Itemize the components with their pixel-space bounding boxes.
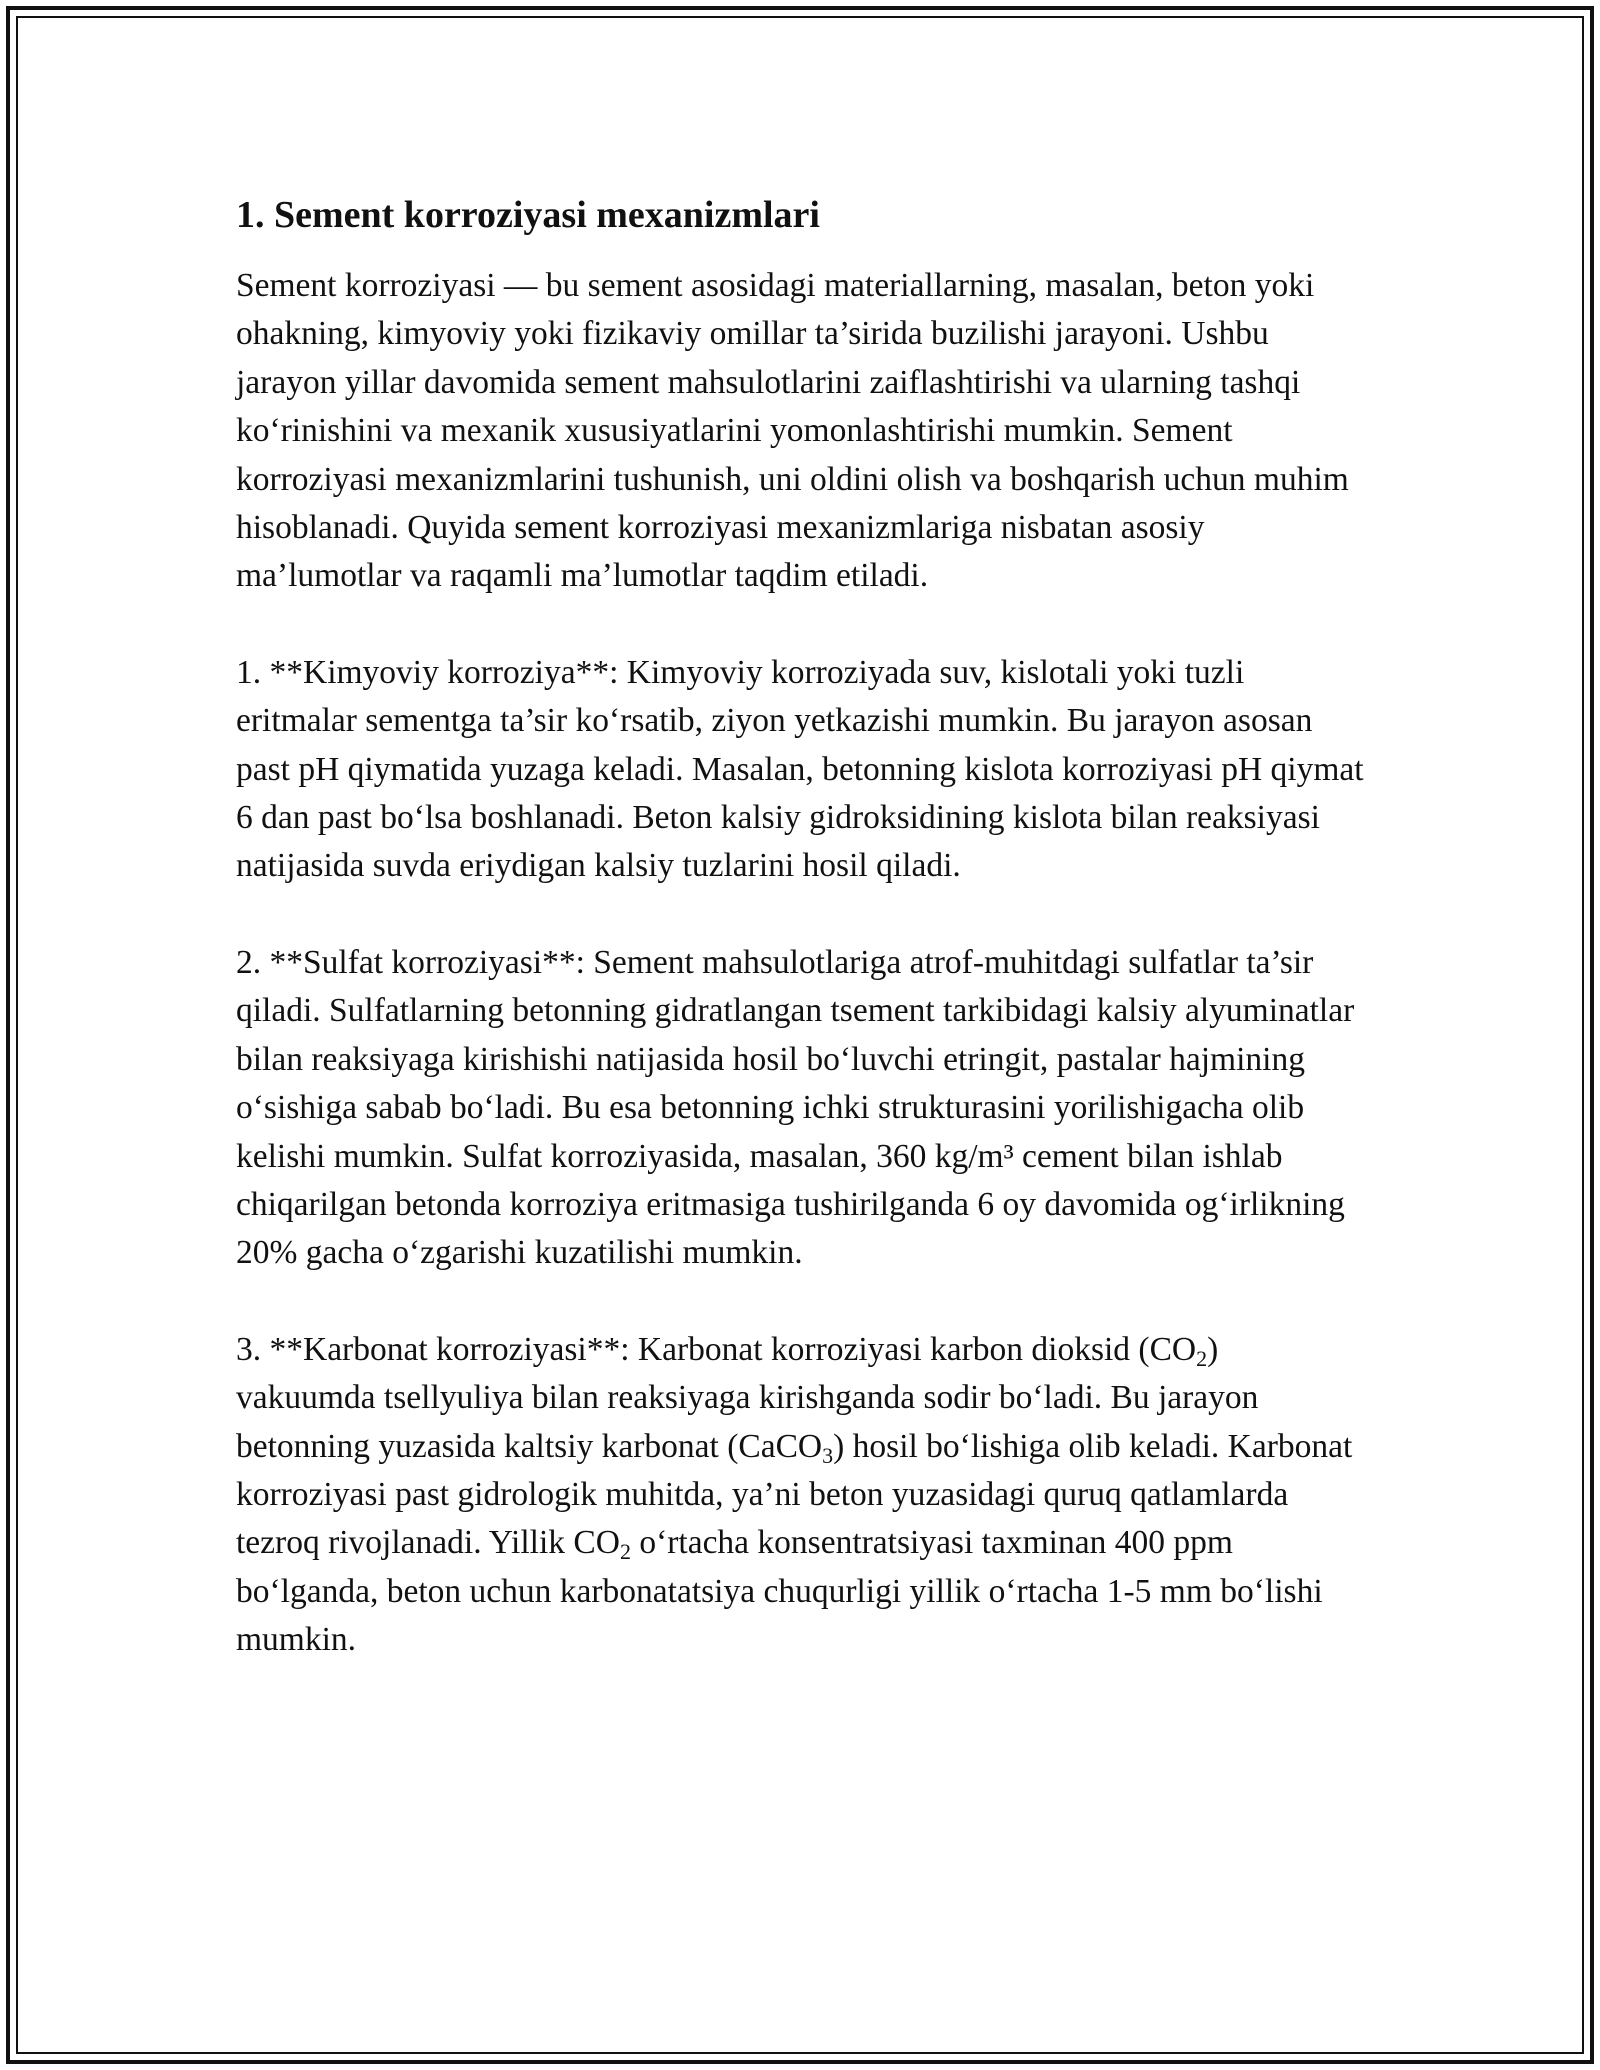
- carbonate-text-1: 3. **Karbonat korroziyasi**: Karbonat korroziyasi karbon dioksid (CO: [236, 1330, 1197, 1368]
- carbonate-text-4: oʻrtacha konsentratsiyasi taxminan 400 ppm boʻlganda, beton uchun karbonatatsiya chuqurligi yillik oʻrtacha 1-5 mm boʻlishi mumkin.: [236, 1524, 1323, 1659]
- chemical-corrosion-paragraph: 1. **Kimyoviy korroziya**: Kimyoviy korroziyada suv, kislotali yoki tuzli eritmalar sementga ta’sir koʻrsatib, ziyon yetkazishi mumkin. Bu jarayon asosan past pH qiymatida yuzaga keladi. Masalan, betonning kislota korroziyasi pH qiymat 6 dan past boʻlsa boshlanadi. Beton kalsiy gidroksidining kislota bilan reaksiyasi natijasida suvda eriydigan kalsiy tuzlarini hosil qiladi.: [236, 653, 1364, 885]
- caco3-subscript: 3: [822, 1442, 834, 1468]
- carbonate-text-2: ) vakuumda tsellyuliya bilan reaksiyaga kirishganda sodir boʻladi. Bu jarayon betonning yuzasida kaltsiy karbonat (CaCO: [236, 1330, 1259, 1465]
- sulfate-corrosion-paragraph: 2. **Sulfat korroziyasi**: Sement mahsulotlariga atrof-muhitdagi sulfatlar ta’sir qiladi. Sulfatlarning betonning gidratlangan tsement tarkibidagi kalsiy alyuminatlar bilan reaksiyaga kirishishi natijasida hosil boʻluvchi etringit, pastalar hajmining oʻsishiga sabab boʻladi. Bu esa betonning ichki strukturasini yorilishigacha olib kelishi mumkin. Sulfat korroziyasida, masalan, 360 kg/m³ cement bilan ishlab chiqarilgan betonda korroziya eritmasiga tushirilganda 6 oy davomida ogʻirlikning 20% gacha oʻzgarishi kuzatilishi mumkin.: [236, 943, 1355, 1272]
- co2-subscript-2: 2: [619, 1539, 631, 1565]
- carbonate-corrosion-paragraph: [236, 1326, 1366, 1665]
- section-heading: 1. Sement korroziyasi mexanizmlari: [236, 194, 820, 236]
- document-body: [236, 188, 1366, 1713]
- carbonate-text-3: ) hosil boʻlishiga olib keladi. Karbonat korroziyasi past gidrologik muhitda, ya’ni beton yuzasidagi quruq qatlamlarda tezroq rivojlanadi. Yillik CO: [236, 1427, 1353, 1562]
- co2-subscript: 2: [1196, 1345, 1208, 1371]
- intro-paragraph: Sement korroziyasi — bu sement asosidagi materiallarning, masalan, beton yoki ohakning, kimyoviy yoki fizikaviy omillar ta’sirida buzilishi jarayoni. Ushbu jarayon yillar davomida sement mahsulotlarini zaiflashtirishi va ularning tashqi koʻrinishini va mexanik xususiyatlarini yomonlashtirishi mumkin. Sement korroziyasi mexanizmlarini tushunish, uni oldini olish va boshqarish uchun muhim hisoblanadi. Quyida sement korroziyasi mexanizmlariga nisbatan asosiy ma’lumotlar va raqamli ma’lumotlar taqdim etiladi.: [236, 267, 1349, 595]
